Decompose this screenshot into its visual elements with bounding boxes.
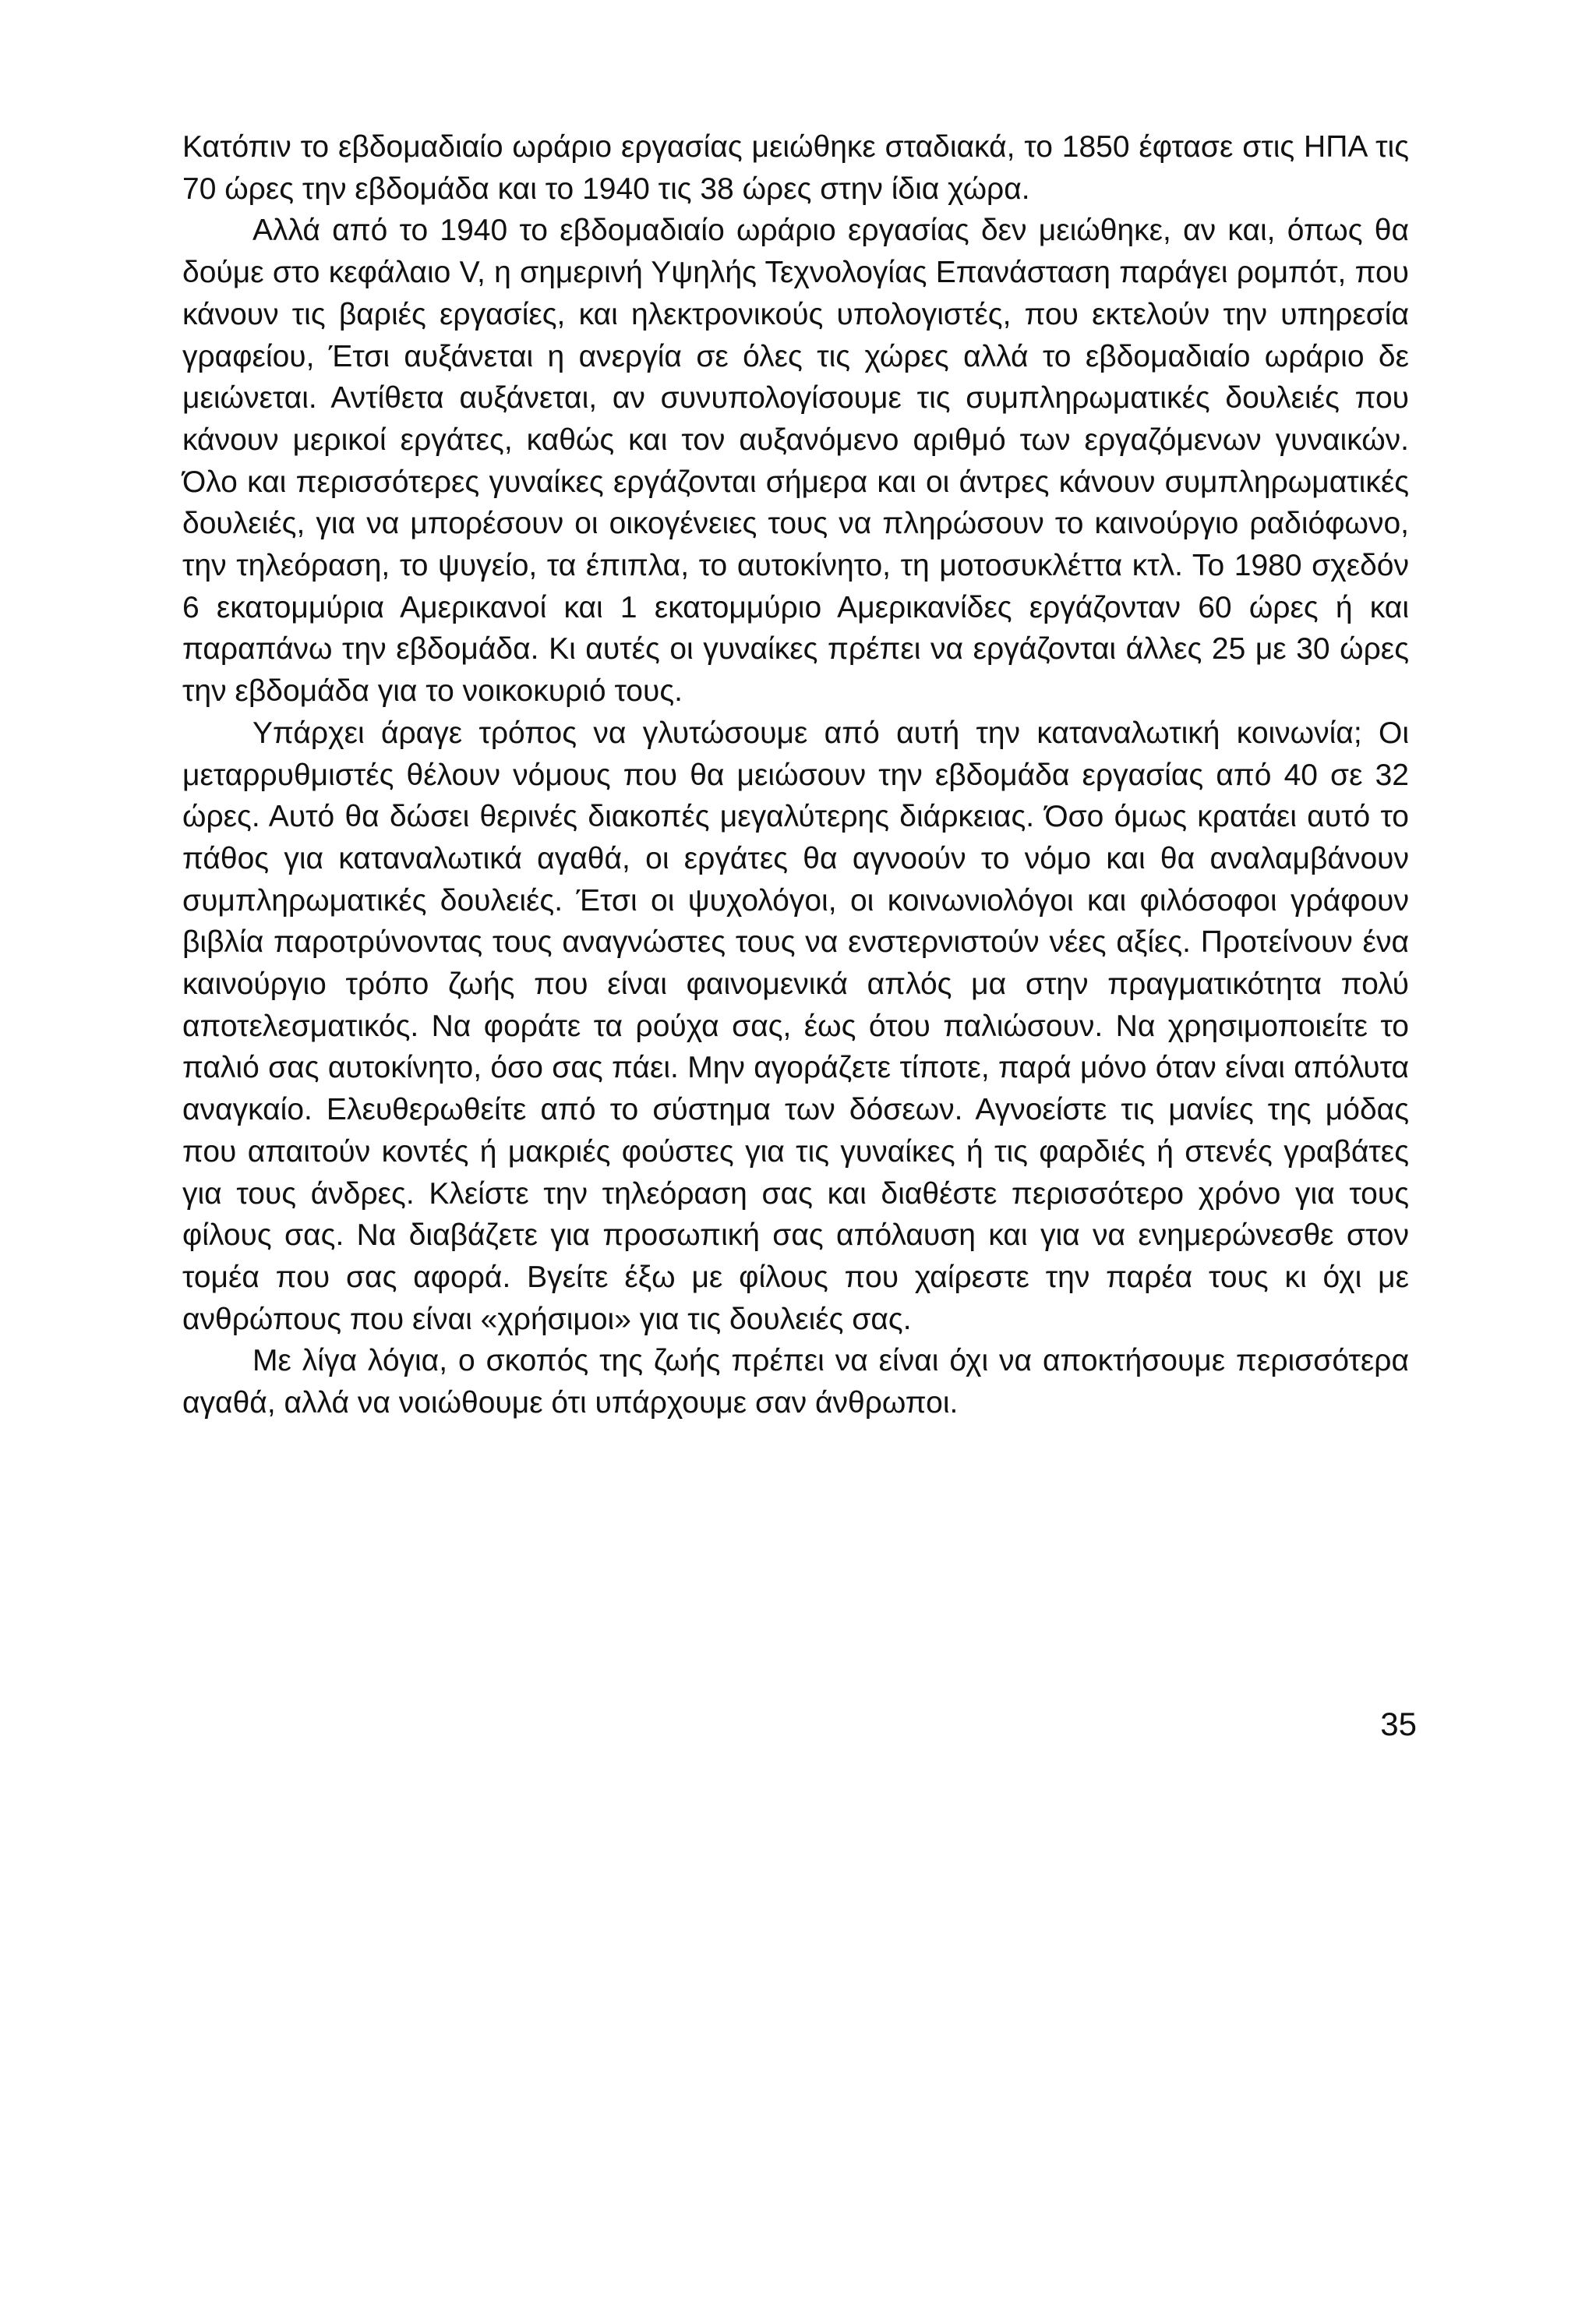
paragraph-4: Με λίγα λόγια, ο σκοπός της ζωής πρέπει να είναι όχι να αποκτήσουμε περισσότερα αγαθά, αλλά να νοιώθουμε ότι υπάρχουμε σαν άνθρωποι. [182, 1344, 1409, 1420]
paragraph-2: Αλλά από το 1940 το εβδομαδιαίο ωράριο εργασίας δεν μειώθηκε, αν και, όπως θα δούμε στο κεφάλαιο V, η σημερινή Υψηλής Τεχνολογίας Επανάσταση παράγει ρομπότ, που κάνουν τις βαριές εργασίες, και ηλεκτρονικούς υπολογιστές, που εκτελούν την υπηρεσία γραφείου, Έτσι αυξάνεται η ανεργία σε όλες τις χώρες αλλά το εβδομαδιαίο ωράριο δε μειώνεται. Αντίθετα αυξάνεται, αν συνυπολογίσουμε τις συμπληρωματικές δουλειές που κάνουν μερικοί εργάτες, καθώς και τον αυξανόμενο αριθμό των εργαζόμενων γυναικών. Όλο και περισσότερες γυναίκες εργάζονται σήμερα και οι άντρες κάνουν συμπληρωματικές δουλειές, για να μπορέσουν οι οικογένειες τους να πληρώσουν το καινούργιο ραδιόφωνο, την τηλεόραση, το ψυγείο, τα έπιπλα, το αυτοκίνητο, τη μοτοσυκλέττα κτλ. Το 1980 σχεδόν 6 εκατομμύρια Αμερικανοί και 1 εκατομμύριο Αμερικανίδες εργάζονταν 60 ώρες ή και παραπάνω την εβδομάδα. Κι αυτές οι γυναίκες πρέπει να εργάζονται άλλες 25 με 30 ώρες την εβδομάδα για το νοικοκυριό τους. [182, 214, 1409, 709]
body-text [182, 126, 1409, 1424]
paragraph-3: Υπάρχει άραγε τρόπος να γλυτώσουμε από αυτή την καταναλωτική κοινωνία; Οι μεταρρυθμιστές θέλουν νόμους που θα μειώσουν την εβδομάδα εργασίας από 40 σε 32 ώρες. Αυτό θα δώσει θερινές διακοπές μεγαλύτερης διάρκειας. Όσο όμως κρατάει αυτό το πάθος για καταναλωτικά αγαθά, οι εργάτες θα αγνοούν το νόμο και θα αναλαμβάνουν συμπληρωματικές δουλειές. Έτσι οι ψυχολόγοι, οι κοινωνιολόγοι και φιλόσοφοι γράφουν βιβλία παροτρύνοντας τους αναγνώστες τους να ενστερνιστούν νέες αξίες. Προτείνουν ένα καινούργιο τρόπο ζωής που είναι φαινομενικά απλός μα στην πραγματικότητα πολύ αποτελεσματικός. Να φοράτε τα ρούχα σας, έως ότου παλιώσουν. Να χρησιμοποιείτε το παλιό σας αυτοκίνητο, όσο σας πάει. Μην αγοράζετε τίποτε, παρά μόνο όταν είναι απόλυτα αναγκαίο. Ελευθερωθείτε από το σύστημα των δόσεων. Αγνοείστε τις μανίες της μόδας που απαιτούν κοντές ή μακριές φούστες για τις γυναίκες ή τις φαρδιές ή στενές γραβάτες για τους άνδρες. Κλείστε την τηλεόραση σας και διαθέστε περισσότερο χρόνο για τους φίλους σας. Να διαβάζετε για προσωπική σας απόλαυση και για να ενημερώνεσθε στον τομέα που σας αφορά. Βγείτε έξω με φίλους που χαίρεστε την παρέα τους κι όχι με ανθρώπους που είναι «χρήσιμοι» για τις δουλειές σας. [182, 716, 1409, 1336]
page-number: 35 [1380, 1706, 1417, 1742]
paragraph-1: Κατόπιν το εβδομαδιαίο ωράριο εργασίας μειώθηκε σταδιακά, το 1850 έφτασε στις ΗΠΑ τις 70 ώρες την εβδομάδα και το 1940 τις 38 ώρες στην ίδια χώρα. [182, 130, 1409, 206]
